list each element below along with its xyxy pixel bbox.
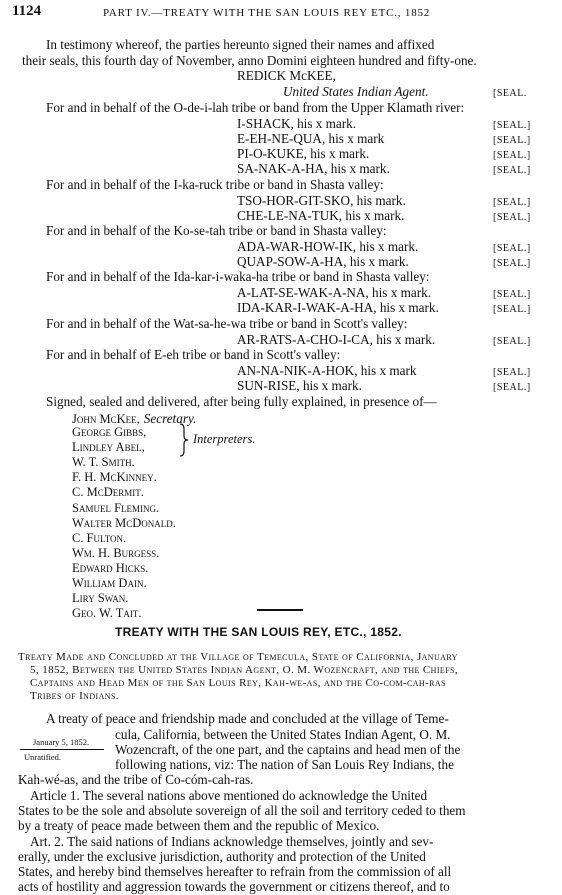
witness-name: Samuel Fleming. — [72, 501, 160, 515]
witness-name: C. McDermit. — [72, 485, 144, 499]
seal-mark: [SEAL.] — [493, 165, 531, 176]
margin-rule — [20, 749, 104, 750]
secretary-role: Secretary. — [143, 411, 197, 426]
band-heading: For and in behalf of the O-de-i-lah tribe or band from the Upper Klamath river: — [46, 100, 465, 115]
witness-name: George Gibbs, — [72, 425, 147, 439]
band-heading: For and in behalf of E-eh tribe or band in Scott's valley: — [46, 347, 341, 362]
interpreters-label: Interpreters. — [193, 432, 256, 446]
agent-name: REDICK McKEE, — [237, 68, 336, 83]
signer-name: SA-NAK-A-HA, his x mark. — [237, 161, 390, 176]
agent-title: United States Indian Agent. — [283, 84, 429, 99]
band-heading: For and in behalf of the I-ka-ruck tribe or band in Shasta valley: — [46, 177, 384, 192]
seal-mark: [SEAL.] — [493, 212, 531, 223]
witness-name: F. H. McKinney. — [72, 470, 157, 484]
section-divider — [257, 609, 303, 611]
body-line: erally, under the exclusive jurisdiction, authority and protection of the United — [18, 849, 426, 864]
seal-mark: [SEAL.] — [493, 289, 531, 300]
signer-name: E-EH-NE-QUA, his x mark — [237, 131, 385, 146]
signer-name: ADA-WAR-HOW-IK, his x mark. — [237, 239, 419, 254]
caption-line: Tribes of Indians. — [30, 690, 119, 702]
margin-status: Unratified. — [24, 752, 62, 762]
signer-name: SUN-RISE, his x mark. — [237, 378, 362, 393]
seal-mark: [SEAL.] — [493, 367, 531, 378]
seal-mark: [SEAL.] — [493, 304, 531, 315]
signer-name: AR-RATS-A-CHO-I-CA, his x mark. — [237, 332, 436, 347]
body-line: acts of hostility and aggression towards the government or citizens thereof, and to — [18, 879, 450, 894]
running-title: PART IV.—TREATY WITH THE SAN LOUIS REY ETC., 1852 — [103, 7, 431, 19]
witness-name: Lindley Abel, — [72, 440, 145, 454]
witness-name: C. Fulton. — [72, 531, 127, 545]
seal-mark: [SEAL.] — [493, 258, 531, 269]
seal-mark: [SEAL.] — [493, 336, 531, 347]
witness-name: Edward Hicks. — [72, 561, 149, 575]
signer-name: AN-NA-NIK-A-HOK, his x mark — [237, 363, 417, 378]
witness-name: Wm. H. Burgess. — [72, 546, 160, 560]
band-heading: For and in behalf of the Ida-kar-i-waka-ha tribe or band in Shasta valley: — [46, 269, 430, 284]
witness-name: Liry Swan. — [72, 591, 129, 605]
signer-name: CHE-LE-NA-TUK, his x mark. — [237, 208, 405, 223]
body-line: Art. 2. The said nations of Indians acknowledge themselves, jointly and sev- — [30, 834, 434, 849]
seal-mark: [SEAL.] — [493, 150, 531, 161]
margin-date: January 5, 1852. — [33, 737, 90, 747]
treaty-title: TREATY WITH THE SAN LOUIS REY, ETC., 1852. — [115, 625, 402, 639]
seal-mark: [SEAL.] — [493, 135, 531, 146]
body-line: States to be the sole and absolute sovereign of all the soil and territory ceded to them — [18, 803, 466, 818]
signer-name: A-LAT-SE-WAK-A-NA, his x mark. — [237, 285, 431, 300]
caption-line: Treaty Made and Concluded at the Village of Temecula, State of California, January — [18, 651, 458, 663]
signer-name: I-SHACK, his x mark. — [237, 116, 357, 131]
testimony-line: In testimony whereof, the parties hereunto signed their names and affixed — [46, 37, 435, 52]
page-number: 1124 — [12, 3, 42, 19]
testimony-line: their seals, this fourth day of November, anno Domini eighteen hundred and fifty-one. — [22, 53, 477, 68]
body-line: A treaty of peace and friendship made and concluded at the village of Teme- — [46, 711, 449, 726]
band-heading: For and in behalf of the Wat-sa-he-wa tribe or band in Scott's valley: — [46, 316, 408, 331]
band-heading: For and in behalf of the Ko-se-tah tribe or band in Shasta valley: — [46, 223, 387, 238]
signer-name: IDA-KAR-I-WAK-A-HA, his x mark. — [237, 300, 439, 315]
seal-mark: [SEAL.] — [493, 382, 531, 393]
body-line: following nations, viz: The nation of San Louis Rey Indians, the — [115, 757, 454, 772]
witness-name: W. T. Smith. — [72, 455, 135, 469]
body-line: Wozencraft, of the one part, and the captains and head men of the — [115, 742, 461, 757]
seal-mark: [SEAL.] — [493, 243, 531, 254]
seal-mark: [SEAL. — [493, 88, 527, 99]
signer-name: QUAP-SOW-A-HA, his x mark. — [237, 254, 409, 269]
seal-mark: [SEAL.] — [493, 197, 531, 208]
signer-name: PI-O-KUKE, his x mark. — [237, 146, 370, 161]
secretary-name: John McKee, — [72, 412, 140, 426]
signer-name: TSO-HOR-GIT-SKO, his mark. — [237, 193, 406, 208]
body-line: Article 1. The several nations above mentioned do acknowledge the United — [30, 788, 428, 803]
body-line: cula, California, between the United States Indian Agent, O. M. — [115, 727, 451, 742]
caption-line: Captains and Head Men of the San Louis Rey, Kah-we-as, and the Co-com-cah-ras — [30, 677, 446, 689]
body-line: States, and hereby bind themselves hereafter to refrain from the commission of all — [18, 864, 452, 879]
body-line: by a treaty of peace made between them and the republic of Mexico. — [18, 818, 380, 833]
witness-name: Walter McDonald. — [72, 516, 176, 530]
caption-line: 5, 1852, Between the United States Indian Agent, O. M. Wozencraft, and the Chiefs, — [30, 664, 459, 676]
brace-icon — [178, 423, 190, 457]
witness-name: William Dain. — [72, 576, 147, 590]
seal-mark: [SEAL.] — [493, 120, 531, 131]
witness-intro: Signed, sealed and delivered, after being fully explained, in presence of— — [46, 394, 437, 409]
witness-name: Geo. W. Tait. — [72, 606, 142, 620]
body-line: Kah-wé-as, and the tribe of Co-cóm-cah-ras. — [18, 772, 254, 787]
